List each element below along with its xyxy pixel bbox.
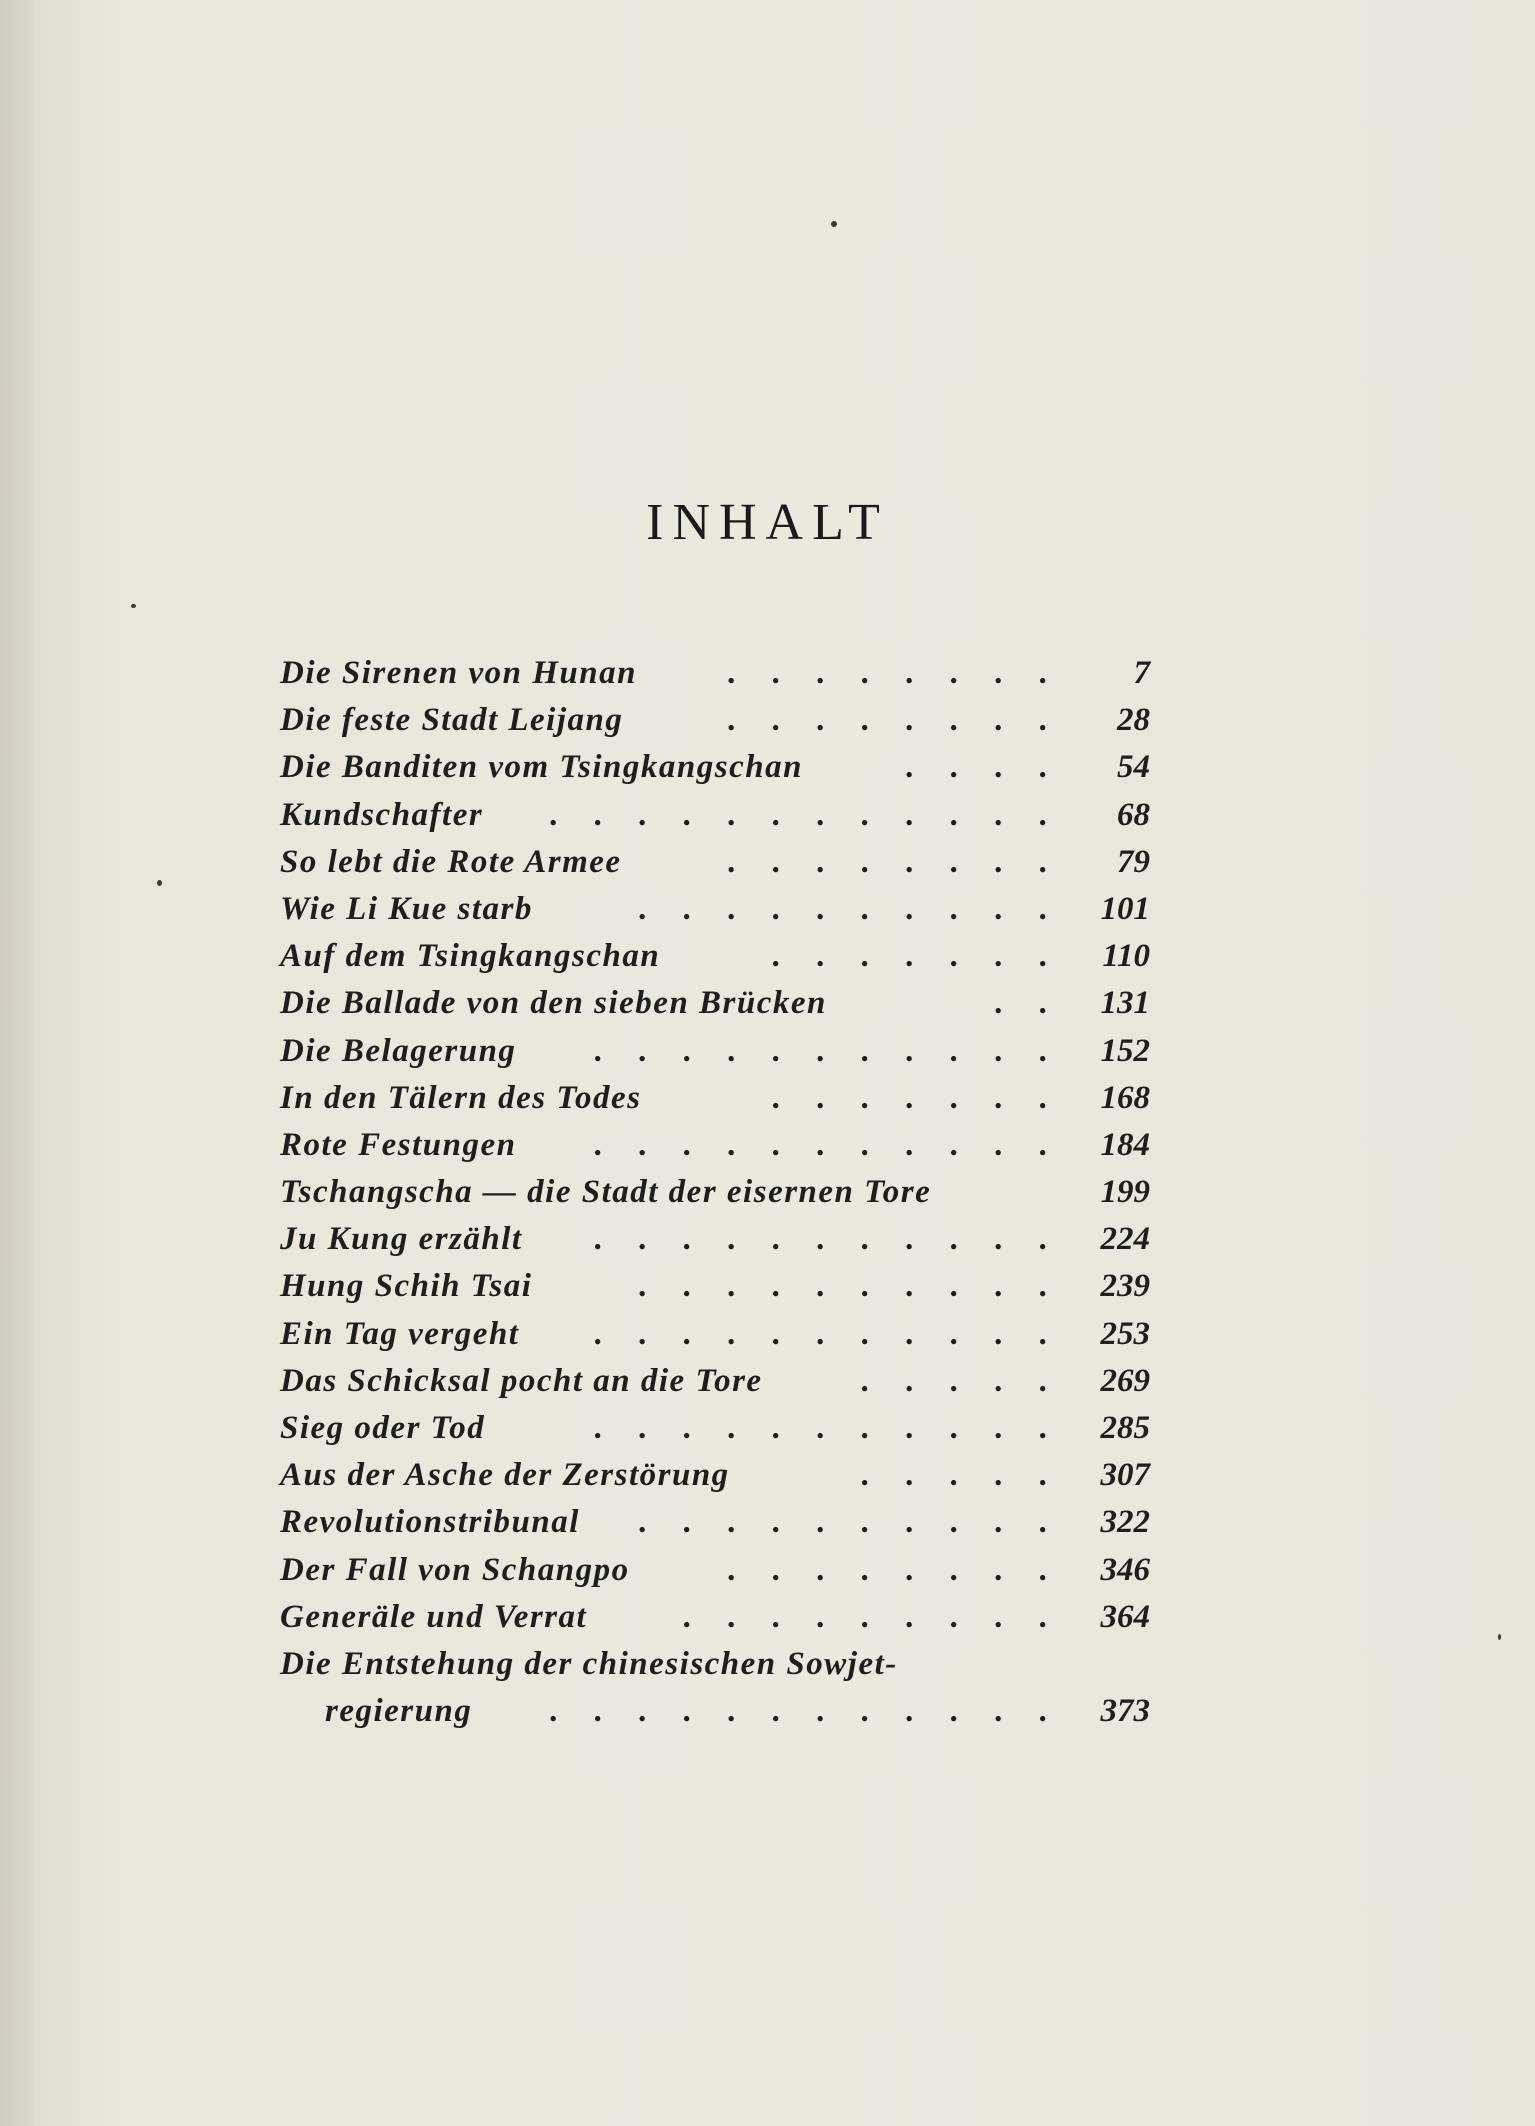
toc-entry-title: Sieg oder Tod (280, 1410, 486, 1446)
toc-entry[interactable] (280, 1075, 1156, 1122)
toc-entry-page: 269 (1100, 1362, 1150, 1399)
toc-entry[interactable] (280, 886, 1156, 933)
toc-entry-page: 101 (1100, 890, 1150, 927)
ink-speck (131, 604, 136, 608)
toc-entry[interactable] (280, 744, 1156, 791)
toc-leader-dots: . . . . . (861, 1457, 1062, 1494)
page-gutter-shadow (0, 0, 34, 2126)
toc-entry-page: 253 (1100, 1315, 1150, 1352)
toc-entry-title: Ein Tag vergeht (280, 1315, 520, 1352)
toc-leader-dots: . . . . . . . . . . . . (550, 796, 1062, 833)
toc-entry[interactable] (280, 1028, 1156, 1075)
toc-leader-dots: . . . . . . . . (728, 702, 1062, 739)
toc-leader-dots: . . (995, 985, 1062, 1022)
toc-entry-title: Revolutionstribunal (280, 1504, 580, 1541)
toc-entry[interactable] (280, 1405, 1156, 1452)
toc-entry-title: In den Tälern des Todes (280, 1079, 642, 1116)
toc-entry[interactable] (280, 697, 1156, 744)
toc-leader-dots: . . . . . . . . . . . . (550, 1693, 1062, 1730)
toc-entry-page: 322 (1100, 1504, 1150, 1541)
toc-leader-dots: . . . . (906, 749, 1062, 786)
toc-entry[interactable] (280, 1169, 1156, 1216)
toc-entry-page: 28 (1117, 702, 1150, 739)
toc-entry[interactable] (280, 933, 1156, 980)
toc-entry-title: Auf dem Tsingkangschan (280, 938, 661, 975)
toc-entry[interactable] (280, 1216, 1156, 1263)
toc-entry-page: 364 (1100, 1598, 1150, 1635)
toc-leader-dots: . . . . . . . . . . . (594, 1410, 1062, 1446)
ink-speck (831, 221, 837, 227)
toc-entry-page: 239 (1100, 1268, 1150, 1305)
toc-entry-page: 184 (1100, 1126, 1150, 1163)
toc-entry[interactable] (280, 1547, 1156, 1594)
toc-entry-title: Kundschafter (280, 796, 484, 833)
toc-entry-page: 54 (1117, 749, 1150, 786)
toc-leader-dots: . . . . . . . . (728, 1551, 1062, 1588)
toc-entry-page: 285 (1100, 1410, 1150, 1446)
toc-entry[interactable] (280, 1263, 1156, 1310)
toc-leader-dots: . . . . . . . . . . (639, 1268, 1062, 1305)
toc-leader-dots: . . . . . . . . . (683, 1598, 1062, 1635)
toc-entry[interactable] (280, 1452, 1156, 1499)
toc-leader-dots: . . . . . . . (772, 938, 1062, 975)
toc-entry-title: Rote Festungen (280, 1126, 517, 1163)
toc-entry-title: Ju Kung erzählt (280, 1221, 523, 1258)
toc-entry-title: Die Ballade von den sieben Brücken (280, 985, 827, 1022)
toc-entry-title: Die Belagerung (280, 1032, 517, 1069)
toc-entry-page: 79 (1117, 843, 1150, 880)
toc-entry-title: Der Fall von Schangpo (280, 1551, 630, 1588)
toc-entry-title: So lebt die Rote Armee (280, 843, 622, 880)
toc-entry-page: 68 (1117, 796, 1150, 833)
toc-entry-title: Wie Li Kue starb (280, 890, 533, 927)
toc-leader-dots: . . . . . . . (772, 1079, 1062, 1116)
ink-speck (1498, 1634, 1501, 1640)
toc-entry[interactable] (280, 1358, 1156, 1405)
toc-entry-continuation[interactable] (280, 1688, 1156, 1735)
toc-entry-title: regierung (325, 1693, 473, 1730)
toc-entry-page: 110 (1102, 938, 1150, 975)
toc-leader-dots: . . . . . . . . . . (639, 890, 1062, 927)
toc-leader-dots: . . . . . . . . . . (639, 1504, 1062, 1541)
toc-entry-title: Die Sirenen von Hunan (280, 655, 637, 691)
toc-leader-dots: . . . . . . . . . . . (594, 1126, 1062, 1163)
toc-entry-page: 7 (1133, 655, 1150, 691)
toc-entry-page: 224 (1100, 1221, 1150, 1258)
toc-leader-dots: . . . . . . . . . . . (594, 1221, 1062, 1258)
toc-entry[interactable] (280, 792, 1156, 839)
toc-entry-page: 152 (1100, 1032, 1150, 1069)
toc-entry[interactable] (280, 1311, 1156, 1358)
toc-entry[interactable] (280, 1499, 1156, 1546)
toc-leader-dots: . . . . . . . . (728, 655, 1062, 691)
toc-entry-title: Das Schicksal pocht an die Tore (280, 1362, 763, 1399)
toc-leader-dots: . . . . . . . . . . . (594, 1315, 1062, 1352)
toc-entry-title: Die feste Stadt Leijang (280, 702, 624, 739)
toc-entry-page: 373 (1100, 1693, 1150, 1730)
toc-leader-dots: . . . . . (861, 1362, 1062, 1399)
toc-entry[interactable] (280, 650, 1156, 697)
toc-entry-title: Aus der Asche der Zerstörung (280, 1457, 730, 1494)
table-of-contents (280, 650, 1156, 1735)
toc-entry[interactable] (280, 839, 1156, 886)
toc-entry[interactable] (280, 980, 1156, 1027)
toc-entry-page: 199 (1100, 1174, 1150, 1211)
toc-leader-dots: . . . . . . . . (728, 843, 1062, 880)
toc-entry-title: Die Entstehung der chinesischen Sowjet- (280, 1645, 898, 1682)
toc-entry-page: 346 (1100, 1551, 1150, 1588)
toc-entry-title: Tschangscha — die Stadt der eisernen Tore (280, 1174, 932, 1211)
ink-speck (157, 880, 162, 886)
toc-entry[interactable] (280, 1122, 1156, 1169)
toc-entry-page: 131 (1100, 985, 1150, 1022)
page-title: INHALT (646, 494, 889, 551)
toc-entry-title: Generäle und Verrat (280, 1598, 588, 1635)
toc-entry-title: Hung Schih Tsai (280, 1268, 533, 1305)
toc-entry[interactable] (280, 1594, 1156, 1641)
toc-leader-dots: . . . . . . . . . . . (594, 1032, 1062, 1069)
toc-entry-page: 168 (1100, 1079, 1150, 1116)
toc-entry-page: 307 (1100, 1457, 1150, 1494)
toc-entry-title: Die Banditen vom Tsingkangschan (280, 749, 803, 786)
toc-entry[interactable] (280, 1641, 1156, 1688)
